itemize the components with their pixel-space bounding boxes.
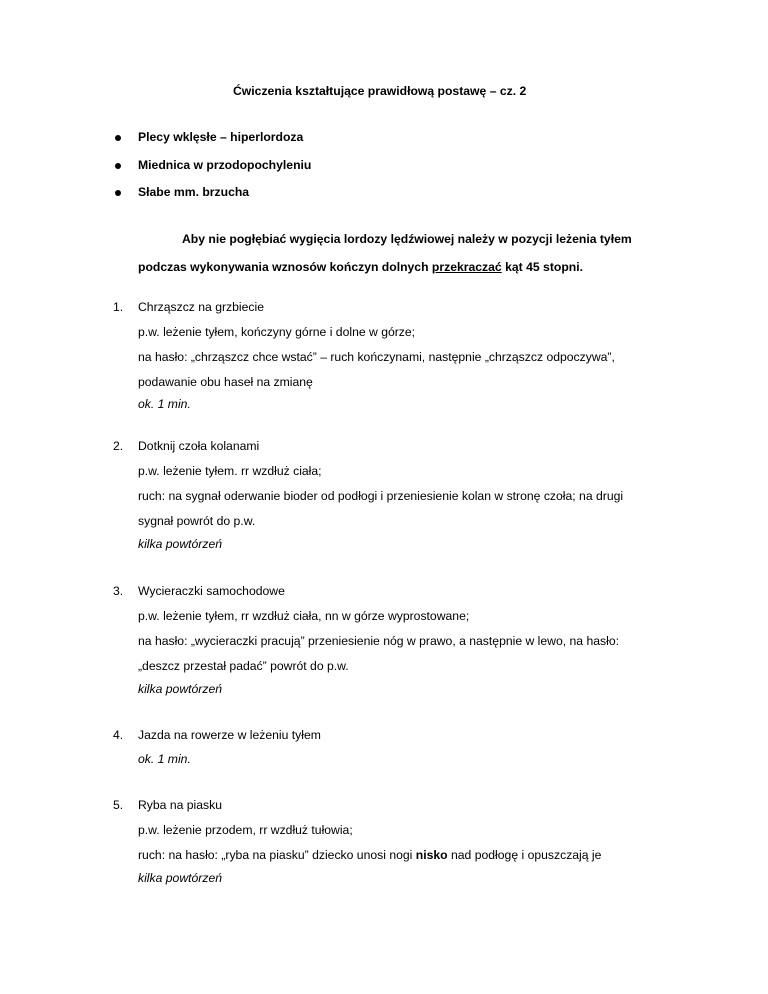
- exercise-line: sygnał powrót do p.w.: [138, 514, 256, 528]
- exercise-line: „deszcz przestał padać” powrót do p.w.: [138, 659, 349, 673]
- exercise-line: ruch: na sygnał oderwanie bioder od podłogi i przeniesienie kolan w stronę czoła; na drugi: [138, 489, 624, 503]
- exercise-line: podawanie obu haseł na zmianę: [138, 375, 313, 389]
- exercise-title: Dotknij czoła kolanami: [138, 439, 260, 453]
- exercise-line: na hasło: „chrząszcz chce wstać” – ruch kończynami, następnie „chrząszcz odpoczywa”,: [138, 350, 615, 364]
- exercise-number: 3.: [113, 584, 124, 598]
- page-title: Ćwiczenia kształtujące prawidłową postawę – cz. 2: [233, 84, 527, 98]
- bullet-dot-icon: [115, 135, 121, 141]
- exercise-number: 2.: [113, 439, 124, 453]
- exercise-line: p.w. leżenie tyłem. rr wzdłuż ciała;: [138, 464, 322, 478]
- note-line: podczas wykonywania wznosów kończyn dolnych przekraczać kąt 45 stopni.: [138, 260, 583, 274]
- exercise-duration: kilka powtórzeń: [138, 682, 222, 696]
- exercise-line: p.w. leżenie tyłem, kończyny górne i dolne w górze;: [138, 325, 416, 339]
- exercise-title: Jazda na rowerze w leżeniu tyłem: [138, 728, 321, 742]
- exercise-number: 1.: [113, 300, 124, 314]
- emphasis-word: nisko: [415, 848, 448, 862]
- exercise-duration: kilka powtórzeń: [138, 537, 222, 551]
- exercise-title: Wycieraczki samochodowe: [138, 584, 285, 598]
- exercise-duration: ok. 1 min.: [138, 752, 191, 766]
- bullet-item: Plecy wklęsłe – hiperlordoza: [138, 130, 304, 144]
- exercise-line: ruch: na hasło: „ryba na piasku” dziecko unosi nogi nisko nad podłogę i opuszczają je: [138, 848, 602, 862]
- exercise-title: Ryba na piasku: [138, 798, 223, 812]
- exercise-duration: kilka powtórzeń: [138, 871, 222, 885]
- exercise-line: na hasło: „wycieraczki pracują” przeniesienie nóg w prawo, a następnie w lewo, na hasło:: [138, 634, 619, 648]
- bullet-dot-icon: [115, 190, 121, 196]
- note-line: Aby nie pogłębiać wygięcia lordozy lędźwiowej należy w pozycji leżenia tyłem: [182, 232, 632, 246]
- bullet-item: Słabe mm. brzucha: [138, 185, 250, 199]
- exercise-line: p.w. leżenie tyłem, rr wzdłuż ciała, nn w górze wyprostowane;: [138, 609, 470, 623]
- exercise-duration: ok. 1 min.: [138, 397, 191, 411]
- exercise-line: p.w. leżenie przodem, rr wzdłuż tułowia;: [138, 823, 353, 837]
- bullet-item: Miednica w przodopochyleniu: [138, 158, 312, 172]
- bullet-dot-icon: [115, 163, 121, 169]
- exercise-number: 5.: [113, 798, 124, 812]
- exercise-number: 4.: [113, 728, 124, 742]
- underlined-word: przekraczać: [431, 260, 502, 274]
- exercise-title: Chrząszcz na grzbiecie: [138, 300, 264, 314]
